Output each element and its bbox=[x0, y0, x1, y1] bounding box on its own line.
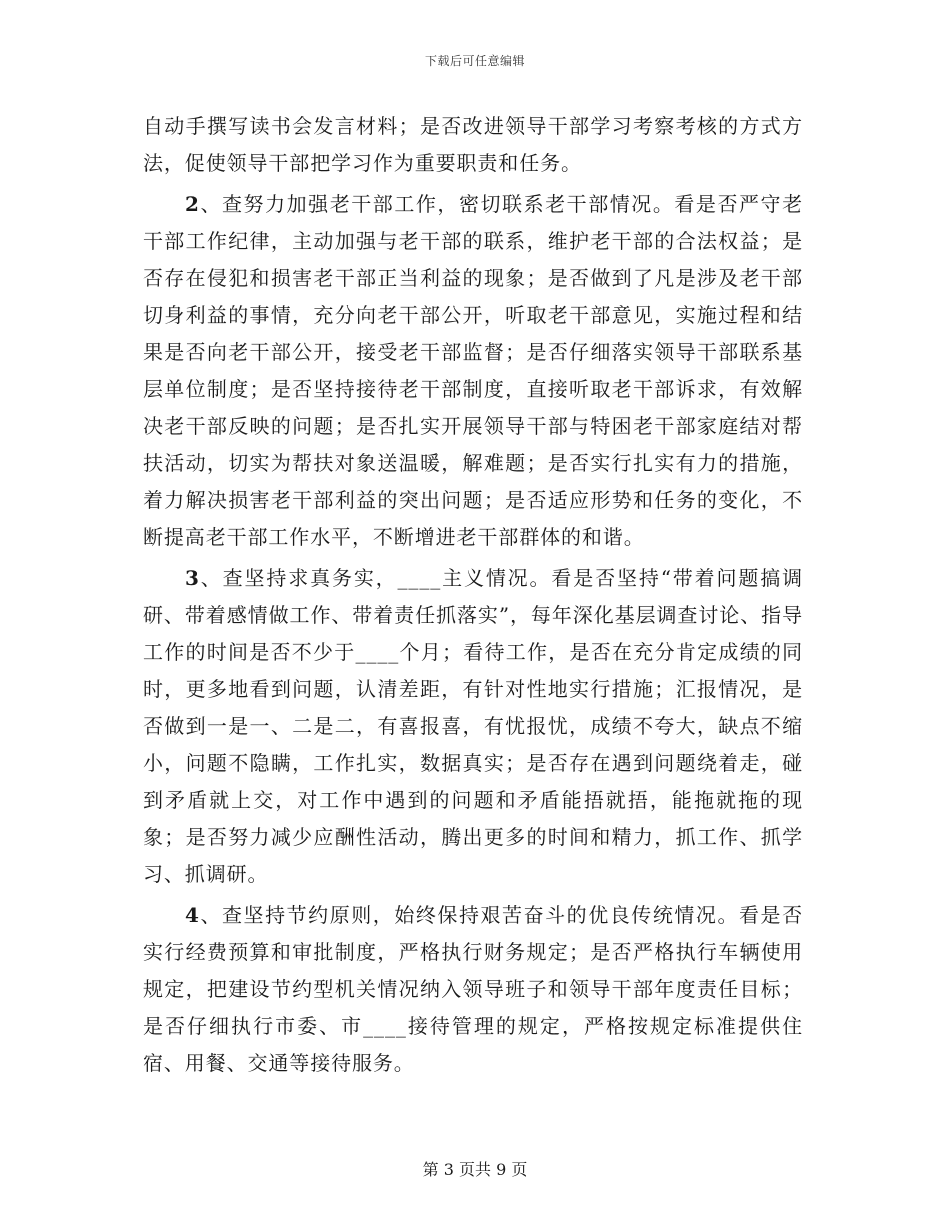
paragraph-text: 、查坚持节约原则，始终保持艰苦奋斗的优良传统情况。看是否实行经费预算和审批制度，严格执行财务规定；是否严格执行车辆使用规定，把建设节约型机关情况纳入领导班子和领导干部年度责任目标；是否仔细执行市委、市____接待管理的规定，严格按规定标准提供住宿、用餐、交通等接待服务。 bbox=[143, 903, 803, 1075]
page-footer: 第 3 页共 9 页 bbox=[422, 1160, 528, 1179]
paragraph-continuation bbox=[143, 108, 803, 182]
paragraph-item-2 bbox=[143, 186, 803, 556]
paragraph-text: 、查坚持求真务实，____主义情况。看是否坚持“带着问题搞调研、带着感情做工作、带着责任抓落实”，每年深化基层调查讨论、指导工作的时间是否不少于____个月；看待工作，是否在充分肯定成绩的同时，更多地看到问题，认清差距，有针对性地实行措施；汇报情况，是否做到一是一、二是二，有喜报喜，有忧报忧，成绩不夸大，缺点不缩小，问题不隐瞒，工作扎实，数据真实；是否存在遇到问题绕着走，碰到矛盾就上交，对工作中遇到的问题和矛盾能捂就捂，能拖就拖的现象；是否努力减少应酬性活动，腾出更多的时间和精力，抓工作、抓学习、抓调研。 bbox=[143, 566, 803, 886]
paragraph-item-4 bbox=[143, 897, 803, 1082]
item-number: 2 bbox=[185, 192, 200, 216]
paragraph-item-3 bbox=[143, 560, 803, 893]
page-header: 下载后可任意编辑 bbox=[424, 54, 525, 68]
item-number: 4 bbox=[185, 903, 200, 927]
item-number: 3 bbox=[185, 566, 200, 590]
paragraph-text: 、查努力加强老干部工作，密切联系老干部情况。看是否严守老干部工作纪律，主动加强与老干部的联系，维护老干部的合法权益；是否存在侵犯和损害老干部正当利益的现象；是否做到了凡是涉及老干部切身利益的事情，充分向老干部公开，听取老干部意见，实施过程和结果是否向老干部公开，接受老干部监督；是否仔细落实领导干部联系基层单位制度；是否坚持接待老干部制度，直接听取老干部诉求，有效解决老干部反映的问题；是否扎实开展领导干部与特困老干部家庭结对帮扶活动，切实为帮扶对象送温暖，解难题；是否实行扎实有力的措施，着力解决损害老干部利益的突出问题；是否适应形势和任务的变化，不断提高老干部工作水平，不断增进老干部群体的和谐。 bbox=[143, 192, 803, 549]
document-body bbox=[143, 108, 803, 1082]
paragraph-text: 自动手撰写读书会发言材料；是否改进领导干部学习考察考核的方式方法，促使领导干部把学习作为重要职责和任务。 bbox=[143, 114, 803, 175]
